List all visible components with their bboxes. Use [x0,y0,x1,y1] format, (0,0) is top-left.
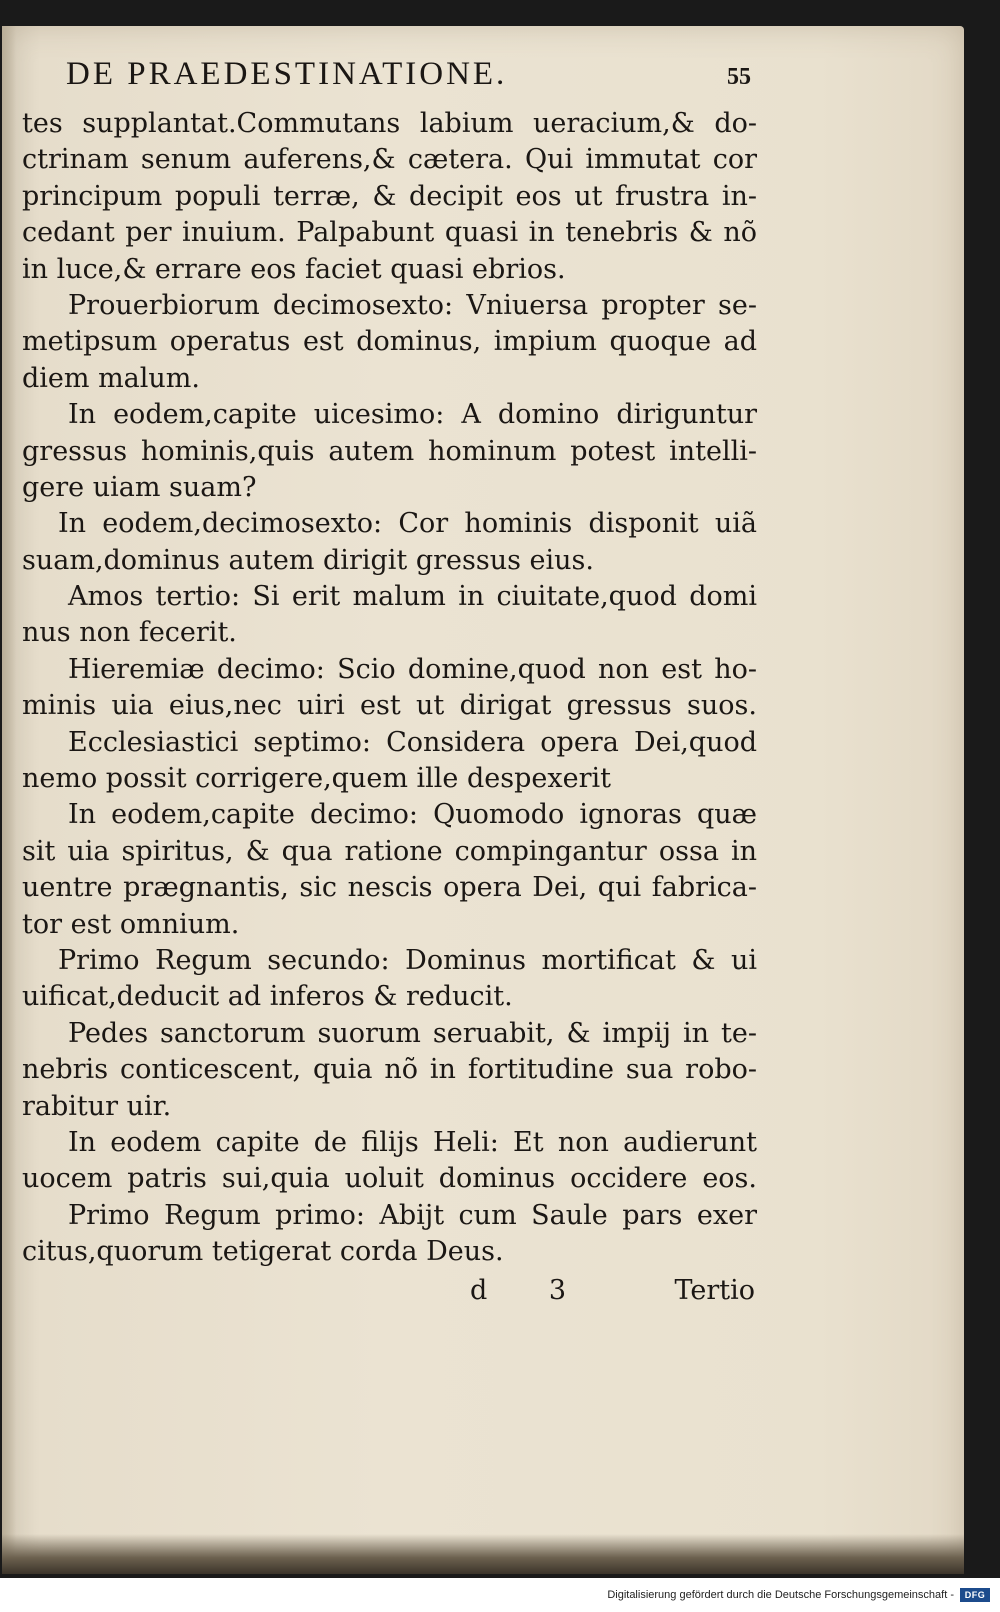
text-line: In eodem capite de filijs Heli: Et non audierunt [68,1126,757,1158]
text-line: cedant per inuium. Palpabunt quasi in tenebris & nõ [22,217,757,249]
funding-credit: Digitalisierung gefördert durch die Deutsche Forschungsgemeinschaft - [607,1589,954,1601]
text-line: uocem patris sui,quia uoluit dominus occidere eos. [22,1163,757,1195]
page-text [22,56,757,1311]
text-line: tor est omnium. [22,908,240,940]
text-line: In eodem,capite decimo: Quomodo ignoras quæ [68,799,757,831]
signature-letter: d [470,1274,488,1306]
catchword: Tertio [674,1274,755,1306]
text-line: ctrinam senum auferens,& cætera. Qui immutat cor [22,144,757,176]
text-line: minis uia eius,nec uiri est ut dirigat gressus suos. [22,690,757,722]
text-line: Pedes sanctorum suorum seruabit, & impij in te- [68,1017,757,1049]
signature-number: 3 [548,1274,566,1306]
text-line: uificat,deducit ad inferos & reducit. [22,981,513,1013]
text-line: Primo Regum secundo: Dominus mortificat & ui [58,944,757,976]
text-line: Primo Regum primo: Abijt cum Saule pars exer [68,1199,757,1231]
text-line: nus non fecerit. [22,617,237,649]
text-line: suam,dominus autem dirigit gressus eius. [22,544,594,576]
running-head [22,56,757,106]
text-line: Prouerbiorum decimosexto: Vniuersa propter se- [68,289,757,321]
text-line: gere uiam suam? [22,471,257,503]
text-line: In eodem,capite uicesimo: A domino diriguntur [68,399,757,431]
running-title: DE PRAEDESTINATIONE. [66,56,508,92]
digitization-footer [0,1578,1000,1612]
page-gutter-shadow [2,26,16,1574]
page-bottom-shadow [2,1534,964,1574]
text-line: nemo possit corrigere,quem ille despexerit [22,763,611,795]
text-line: in luce,& errare eos faciet quasi ebrios. [22,253,566,285]
signature-line [22,1271,757,1311]
text-line: metipsum operatus est dominus, impium quoque ad [22,326,757,358]
text-line: Hieremiæ decimo: Scio domine,quod non est ho- [68,653,757,685]
text-line: Ecclesiastici septimo: Considera opera Dei,quod [68,726,757,758]
page-number: 55 [727,64,751,90]
signature-mark [470,1271,566,1311]
text-line: diem malum. [22,362,200,394]
text-line: In eodem,decimosexto: Cor hominis disponit uiã [58,508,757,540]
text-line: sit uia spiritus, & qua ratione compingantur ossa in [22,835,757,867]
text-line: citus,quorum tetigerat corda Deus. [22,1236,504,1268]
text-line: gressus hominis,quis autem hominum potest intelli- [22,435,757,467]
dfg-logo: DFG [960,1588,990,1602]
text-line: rabitur uir. [22,1090,172,1122]
text-line: principum populi terræ, & decipit eos ut frustra in- [22,180,757,212]
text-line: uentre prægnantis, sic nescis opera Dei, qui fabrica- [22,872,757,904]
text-line: nebris conticescent, quia nõ in fortitudine sua robo- [22,1054,757,1086]
text-line: tes supplantat.Commutans labium ueracium,& do- [22,108,757,139]
text-line: Amos tertio: Si erit malum in ciuitate,quod domi [68,581,757,613]
